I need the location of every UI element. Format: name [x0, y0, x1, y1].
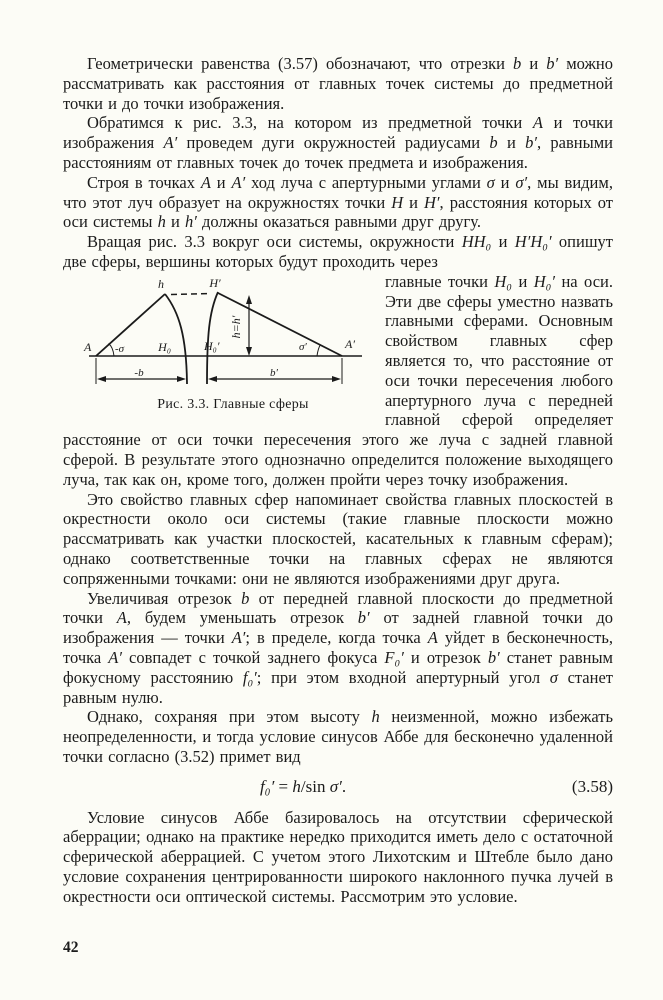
label-h: h	[158, 277, 164, 291]
ray-a-to-h	[96, 294, 165, 356]
paragraph-2: Обратимся к рис. 3.3, на котором из предметной точки A и точки изображения A′ проведем дуги окружностей радиусами b и b′, равными расстояниям от главных точек до точек предмета и изображения.	[63, 113, 613, 172]
dashed-h-hprime-line	[171, 293, 211, 294]
principal-spheres-diagram	[81, 278, 371, 390]
front-principal-sphere-arc	[165, 294, 187, 384]
label-h0-prime: H₀′	[204, 338, 220, 353]
paragraph-1: Геометрически равенства (3.57) обозначают, что отрезки b и b′ можно рассматривать как расстояния от главных точек системы до предметной точки и до точки изображения.	[63, 54, 613, 113]
figure-caption: Рис. 3.3. Главные сферы	[157, 396, 309, 412]
label-h-prime: H′	[209, 277, 221, 290]
equation-formula: f₀′ = h/sin σ′.	[259, 776, 347, 796]
angle-arc-minus-sigma	[109, 343, 115, 356]
label-h0: H₀	[158, 339, 171, 354]
paragraph-8: Условие синусов Аббе базировалось на отсутствии сферической аберрации; однако на практике нередко приходится иметь дело с остаточной сферической аберрацией. С учетом этого Лихотским и Штебле было дано условие сохранения центрированности широкого наклонного пучка лучей в окрестности оси оптической системы. Рассмотрим это условие.	[63, 807, 613, 906]
paragraph-4-continued: главные точки H₀ и H₀′ на оси. Эти две сферы уместно назвать главными сферами. Основным свойством главных сфер является то, что расстояние от оси точки пересечения любого апертурного луча с передней главной сферой определяет расстояние от оси точки пересечения этого же луча с задней главной сферой. В результате этого однозначно определится положение выходящего луча, так как он, кроме того, должен пройти через точку изображения.	[63, 271, 613, 489]
page-number: 42	[63, 939, 79, 956]
figure-lines	[89, 292, 362, 384]
label-a: A	[84, 339, 92, 354]
arrowhead-left-bprime	[208, 376, 217, 382]
equation-number: (3.58)	[571, 776, 613, 796]
label-sigma-prime: σ′	[299, 340, 307, 353]
text-block	[63, 54, 613, 907]
angle-arc-sigma-prime	[317, 344, 321, 356]
paragraph-3: Строя в точках A и A′ ход луча с апертурными углами σ и σ′, мы видим, что этот луч образует на окружностях точки H и H′, расстояния которых от оси системы h и h′ должны оказаться равными друг другу.	[63, 172, 613, 232]
label-b-prime: b′	[270, 366, 278, 379]
rear-principal-sphere-arc	[207, 292, 218, 384]
paragraph-4: Вращая рис. 3.3 вокруг оси системы, окружности HH₀ и H′H₀′ опишут две сферы, вершины которых будут проходить через	[63, 232, 613, 271]
figure-text-wrap	[63, 272, 613, 490]
arrowhead-right-b	[177, 376, 186, 382]
arrowhead-left-b	[97, 376, 106, 382]
paragraph-7: Однако, сохраняя при этом высоту h неизменной, можно избежать неопределенности, и тогда условие синусов Аббе для бесконечно удаленной точки согласно (3.52) примет вид	[63, 707, 614, 766]
label-h-eq-h-prime: h=h′	[229, 315, 243, 339]
paragraph-6: Увеличивая отрезок b от передней главной плоскости до предметной точки A, будем уменьшать отрезок b′ от задней главной точки до изображения — точки A′; в пределе, когда точка A уйдет в бесконечность, точка A′ совпадет с точкой заднего фокуса F₀′ и отрезок b′ станет равным фокусному расстоянию f₀′; при этом входной апертурный угол σ станет равным нулю.	[63, 588, 614, 707]
label-minus-b: -b	[134, 366, 144, 379]
figure-3-3	[63, 274, 385, 413]
arrowhead-up	[246, 295, 252, 304]
label-minus-sigma: -σ	[115, 342, 125, 355]
arrowhead-down	[246, 347, 252, 356]
paragraph-5: Это свойство главных сфер напоминает свойства главных плоскостей в окрестности около оси системы (такие главные плоскости можно рассматривать как участки плоскостей, касательных к главным сферам); однако соответственные точки на главных сферах не являются сопряженными точками: они не являются изображениями друг друга.	[63, 489, 613, 588]
label-a-prime: A′	[345, 336, 355, 351]
equation-3-58	[63, 776, 613, 798]
arrowhead-right-bprime	[332, 376, 341, 382]
